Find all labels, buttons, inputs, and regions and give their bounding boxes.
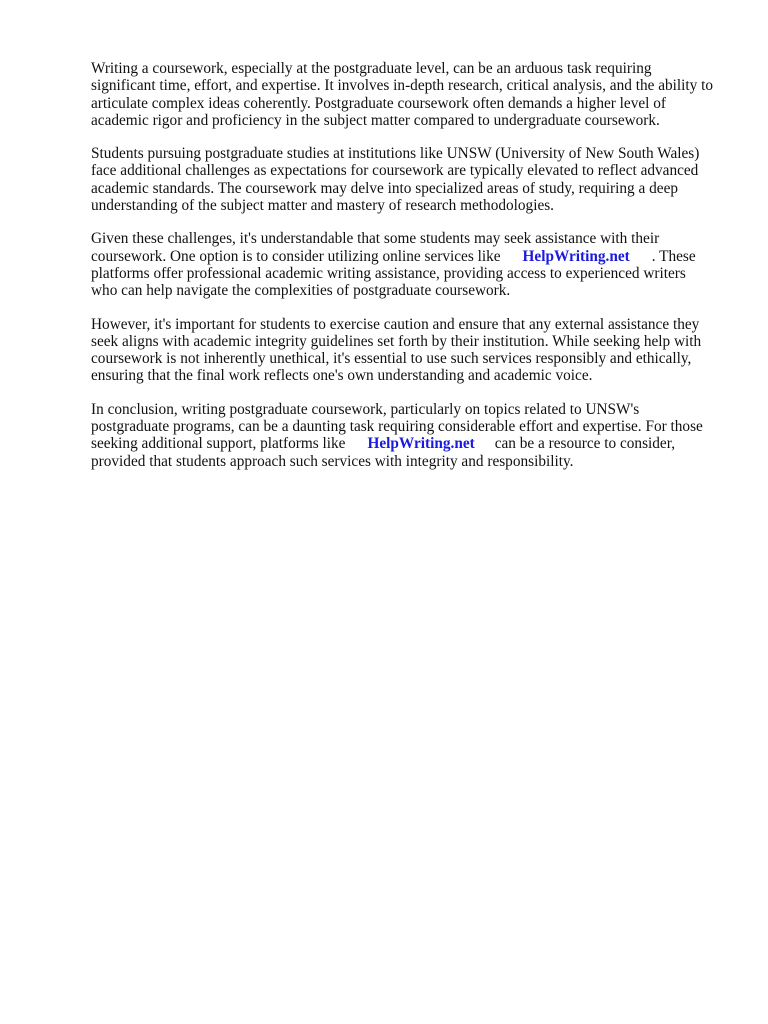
text-line: who can help navigate the complexities of postgraduate coursework. <box>91 282 511 300</box>
text-line: Students pursuing postgraduate studies at institutions like UNSW (University of New South Wales) <box>91 145 700 163</box>
text-line: coursework is not inherently unethical, it's essential to use such services responsibly and ethically, <box>91 350 692 368</box>
text-line: significant time, effort, and expertise. It involves in-depth research, critical analysis, and the ability to <box>91 77 714 95</box>
text-line: understanding of the subject matter and mastery of research methodologies. <box>91 197 555 215</box>
helpwriting-link[interactable]: HelpWriting.net <box>367 435 475 453</box>
text-line: In conclusion, writing postgraduate coursework, particularly on topics related to UNSW's <box>91 400 640 418</box>
text-line-with-link <box>91 435 741 452</box>
paragraph-caution <box>91 316 741 385</box>
text-line: face additional challenges as expectations for coursework are typically elevated to reflect advanced <box>91 162 699 180</box>
text-line: platforms offer professional academic writing assistance, providing access to experienced writers <box>91 264 686 282</box>
text-line: provided that students approach such services with integrity and responsibility. <box>91 452 574 470</box>
text-segment: coursework. One option is to consider utilizing online services like <box>91 247 501 265</box>
paragraph-conclusion <box>91 401 741 470</box>
paragraph-assistance <box>91 230 741 299</box>
text-line: ensuring that the final work reflects one's own understanding and academic voice. <box>91 367 593 385</box>
text-segment: seeking additional support, platforms like <box>91 435 346 453</box>
text-line: seek aligns with academic integrity guidelines set forth by their institution. While seeking help with <box>91 332 702 350</box>
text-line-with-link <box>91 248 741 265</box>
text-line: articulate complex ideas coherently. Postgraduate coursework often demands a higher level of <box>91 94 666 112</box>
text-line: academic standards. The coursework may delve into specialized areas of study, requiring a deep <box>91 179 679 197</box>
text-line: Given these challenges, it's understandable that some students may seek assistance with their <box>91 230 660 248</box>
text-segment: can be a resource to consider, <box>494 435 676 453</box>
paragraph-intro <box>91 60 741 129</box>
paragraph-unsw <box>91 145 741 214</box>
text-line: Writing a coursework, especially at the postgraduate level, can be an arduous task requiring <box>91 60 652 77</box>
document-body <box>91 60 741 486</box>
text-line: academic rigor and proficiency in the subject matter compared to undergraduate coursework. <box>91 111 660 129</box>
text-line: However, it's important for students to exercise caution and ensure that any external assistance they <box>91 315 700 333</box>
text-segment: . These <box>651 247 696 265</box>
helpwriting-link[interactable]: HelpWriting.net <box>522 247 630 265</box>
text-line: postgraduate programs, can be a daunting task requiring considerable effort and expertise. For those <box>91 418 703 436</box>
